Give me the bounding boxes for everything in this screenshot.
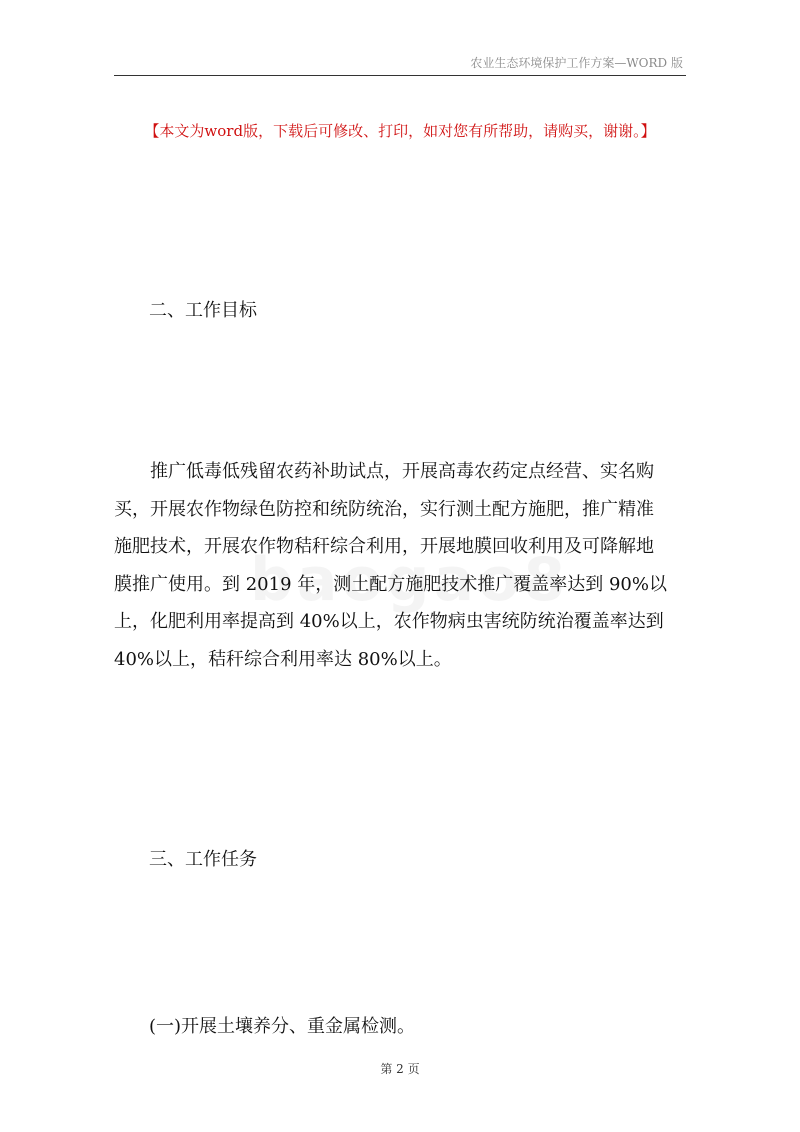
paragraph-line: 40%以上，秸秆综合利用率达 80%以上。 [114, 648, 452, 670]
page-number: 第 2 页 [380, 1062, 420, 1076]
paragraph-line: 上，化肥利用率提高到 40%以上，农作物病虫害统防统治覆盖率达到 [114, 611, 664, 632]
paragraph-line: 膜推广使用。到 2019 年，测土配方施肥技术推广覆盖率达到 90%以 [114, 573, 667, 595]
paragraph-line: 推广低毒低残留农药补助试点，开展高毒农药定点经营、实名购 [150, 461, 654, 482]
paragraph-line: 施肥技术，开展农作物秸秆综合利用，开展地膜回收利用及可降解地 [114, 536, 654, 557]
running-header: 农业生态环境保护工作方案—WORD 版 [470, 56, 683, 70]
section-heading-tasks: 三、工作任务 [149, 849, 257, 870]
paragraph-line: 买，开展农作物绿色防控和统防统治，实行测土配方施肥，推广精准 [114, 498, 654, 520]
task-subheading: (一)开展土壤养分、重金属检测。 [149, 1016, 416, 1037]
section-heading-goals: 二、工作目标 [149, 300, 257, 321]
header-divider [114, 75, 686, 76]
purchase-notice: 【本文为word版，下载后可修改、打印，如对您有所帮助，请购买，谢谢。】 [144, 122, 656, 140]
goals-paragraph [114, 453, 686, 678]
